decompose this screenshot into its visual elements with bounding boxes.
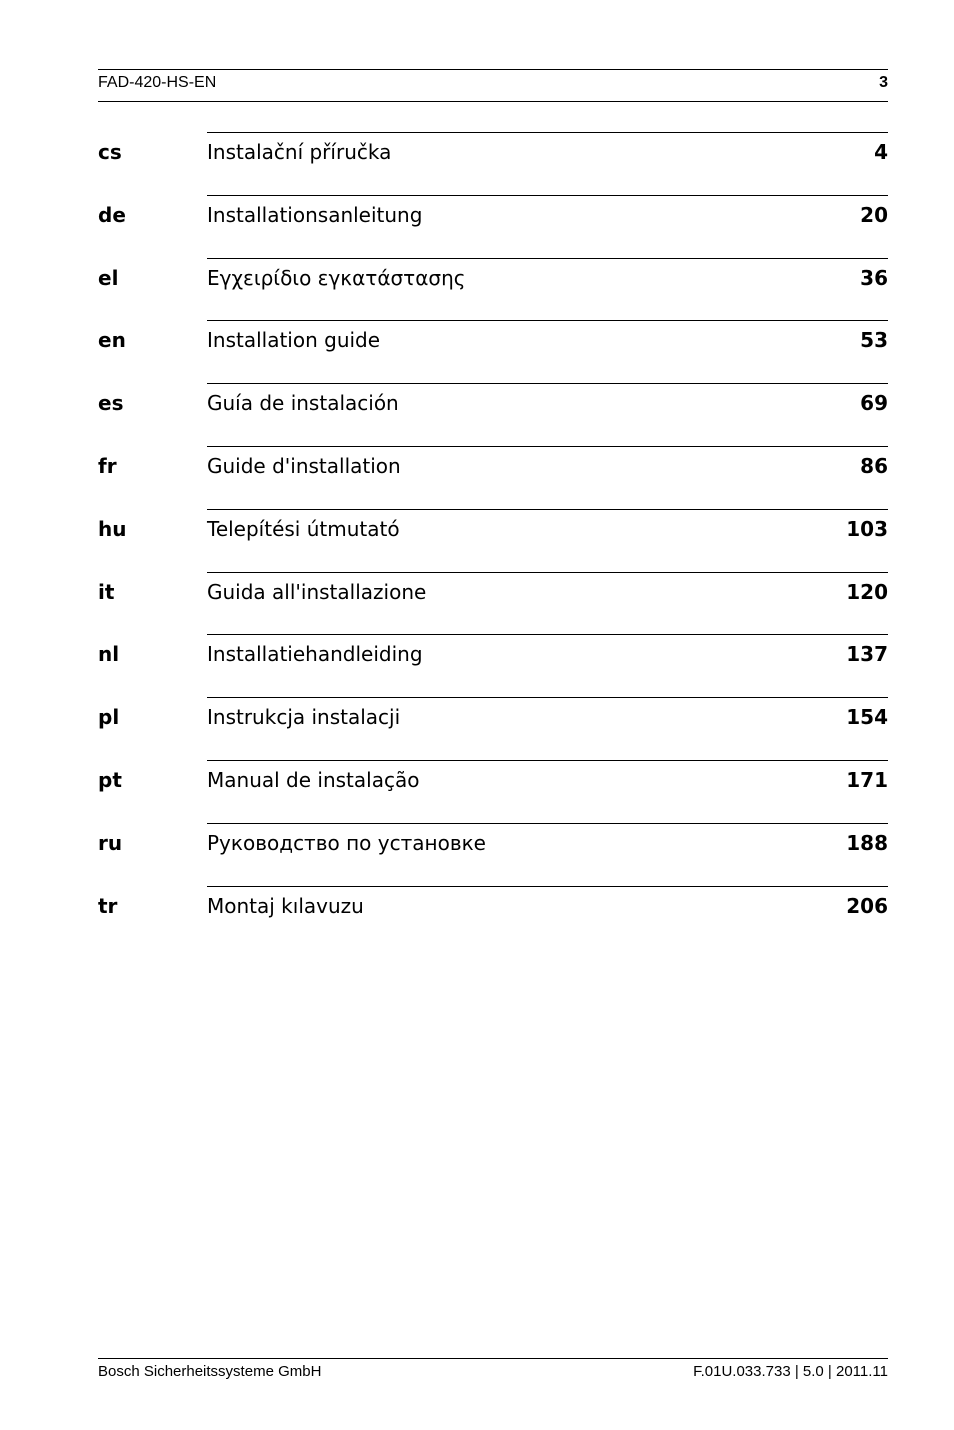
toc-page-number[interactable]: 86 bbox=[860, 453, 888, 478]
page-footer bbox=[98, 1358, 888, 1389]
toc-divider bbox=[207, 320, 888, 321]
company-name: Bosch Sicherheitssysteme GmbH bbox=[98, 1363, 322, 1380]
toc-row-pt[interactable] bbox=[98, 760, 888, 823]
toc-title[interactable]: Installationsanleitung bbox=[207, 202, 423, 227]
toc-row-tr[interactable] bbox=[98, 886, 888, 949]
toc-row-nl[interactable] bbox=[98, 634, 888, 697]
toc-row-it[interactable] bbox=[98, 572, 888, 635]
toc-page-number[interactable]: 36 bbox=[860, 265, 888, 290]
toc-language-code: tr bbox=[98, 893, 118, 918]
toc-title[interactable]: Manual de instalação bbox=[207, 767, 420, 792]
toc-row-de[interactable] bbox=[98, 195, 888, 258]
toc-page-number[interactable]: 120 bbox=[846, 579, 888, 604]
document-info: F.01U.033.733 | 5.0 | 2011.11 bbox=[693, 1363, 888, 1380]
toc-row-fr[interactable] bbox=[98, 446, 888, 509]
toc-row-ru[interactable] bbox=[98, 823, 888, 886]
toc-row-cs[interactable] bbox=[98, 132, 888, 195]
toc-divider bbox=[207, 886, 888, 887]
toc-divider bbox=[207, 823, 888, 824]
toc-language-code: cs bbox=[98, 140, 122, 164]
toc-page-number[interactable]: 188 bbox=[846, 830, 888, 855]
toc-title[interactable]: Instalační příručka bbox=[207, 140, 392, 164]
toc-language-code: nl bbox=[98, 642, 120, 667]
toc-divider bbox=[207, 697, 888, 698]
page-header bbox=[98, 69, 888, 102]
toc-page-number[interactable]: 137 bbox=[846, 642, 888, 667]
toc-row-es[interactable] bbox=[98, 383, 888, 446]
toc-title[interactable]: Montaj kılavuzu bbox=[207, 893, 364, 918]
toc-page-number[interactable]: 4 bbox=[874, 140, 888, 164]
toc-divider bbox=[207, 258, 888, 259]
toc-row-pl[interactable] bbox=[98, 697, 888, 760]
toc-language-code: ru bbox=[98, 830, 123, 855]
toc-language-code: es bbox=[98, 391, 124, 416]
toc-title[interactable]: Installatiehandleiding bbox=[207, 642, 423, 667]
toc-row-hu[interactable] bbox=[98, 509, 888, 572]
toc-title[interactable]: Εγχειρίδιο εγκατάστασης bbox=[207, 265, 466, 290]
toc-page-number[interactable]: 154 bbox=[846, 705, 888, 730]
toc-page-number[interactable]: 103 bbox=[846, 516, 888, 541]
toc-divider bbox=[207, 634, 888, 635]
toc-title[interactable]: Guide d'installation bbox=[207, 453, 401, 478]
toc-page-number[interactable]: 206 bbox=[846, 893, 888, 918]
toc-divider bbox=[207, 195, 888, 196]
toc-title[interactable]: Telepítési útmutató bbox=[207, 516, 400, 541]
toc-title[interactable]: Guía de instalación bbox=[207, 391, 399, 416]
toc-language-code: de bbox=[98, 202, 126, 227]
toc-divider bbox=[207, 760, 888, 761]
toc-language-code: pl bbox=[98, 705, 120, 730]
toc-language-code: el bbox=[98, 265, 119, 290]
table-of-contents bbox=[98, 132, 888, 948]
toc-title[interactable]: Guida all'installazione bbox=[207, 579, 427, 604]
toc-language-code: fr bbox=[98, 453, 117, 478]
toc-language-code: pt bbox=[98, 767, 122, 792]
toc-title[interactable]: Installation guide bbox=[207, 328, 381, 353]
toc-row-el[interactable] bbox=[98, 258, 888, 321]
toc-page-number[interactable]: 20 bbox=[860, 202, 888, 227]
toc-page-number[interactable]: 171 bbox=[846, 767, 888, 792]
toc-divider bbox=[207, 446, 888, 447]
toc-language-code: hu bbox=[98, 516, 127, 541]
toc-divider bbox=[207, 383, 888, 384]
toc-row-en[interactable] bbox=[98, 320, 888, 383]
toc-divider bbox=[207, 132, 888, 133]
toc-page-number[interactable]: 69 bbox=[860, 391, 888, 416]
toc-divider bbox=[207, 572, 888, 573]
toc-title[interactable]: Instrukcja instalacji bbox=[207, 705, 401, 730]
toc-divider bbox=[207, 509, 888, 510]
page-number: 3 bbox=[879, 74, 888, 91]
toc-title[interactable]: Руководство по установке bbox=[207, 830, 486, 855]
toc-language-code: en bbox=[98, 328, 126, 353]
document-code: FAD-420-HS-EN bbox=[98, 74, 217, 91]
toc-page-number[interactable]: 53 bbox=[860, 328, 888, 353]
toc-language-code: it bbox=[98, 579, 115, 604]
